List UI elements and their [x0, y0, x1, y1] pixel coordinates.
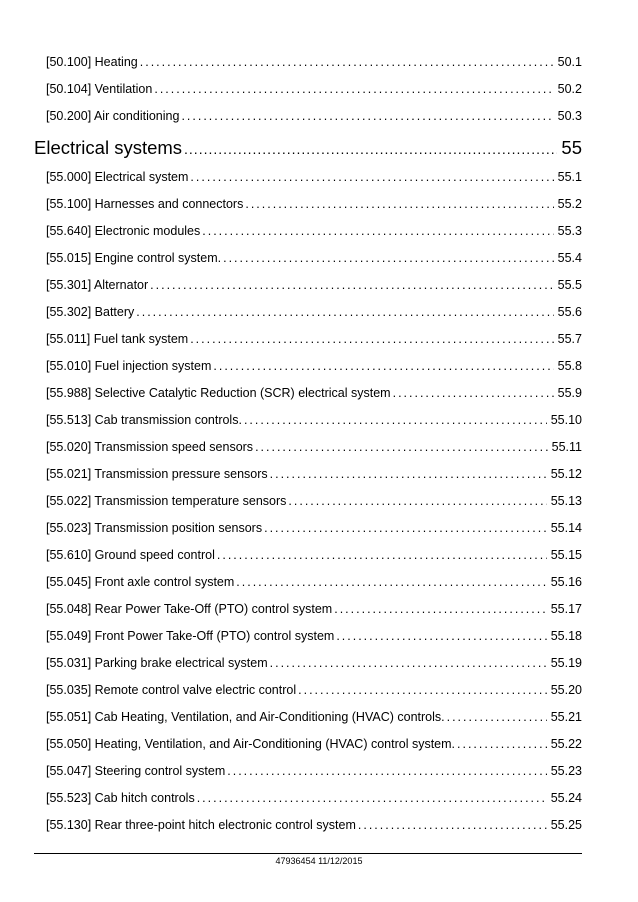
dot-leader — [298, 682, 547, 698]
toc-entry-page: 55.23 — [550, 764, 582, 778]
dot-leader — [227, 763, 546, 779]
toc-entry-label: [55.031] Parking brake electrical system — [46, 656, 268, 670]
dot-leader — [184, 138, 557, 160]
chapter-title: Electrical systems — [34, 137, 183, 158]
dot-leader — [264, 520, 547, 536]
toc-entry[interactable] — [46, 520, 582, 536]
toc-entry[interactable] — [46, 385, 582, 401]
toc-entry[interactable] — [46, 169, 582, 185]
toc-entry-page: 55.1 — [557, 170, 582, 184]
toc-entry-heating[interactable] — [46, 54, 582, 70]
toc-entry-label: [55.035] Remote control valve electric control — [46, 683, 297, 697]
toc-entry-label: [55.011] Fuel tank system — [46, 332, 189, 346]
dot-leader — [202, 223, 553, 239]
toc-entry[interactable] — [46, 736, 582, 752]
footer-divider — [34, 853, 582, 854]
toc-entry-page: 55.17 — [550, 602, 582, 616]
toc-entry-page: 55.4 — [557, 251, 582, 265]
toc-entry-label: [55.010] Fuel injection system — [46, 359, 212, 373]
dot-leader — [270, 655, 547, 671]
dot-leader — [457, 736, 547, 752]
dot-leader — [236, 574, 546, 590]
toc-entry-page: 55.3 — [557, 224, 582, 238]
dot-leader — [244, 412, 547, 428]
toc-entry-label: [55.988] Selective Catalytic Reduction (SCR) electrical system — [46, 386, 391, 400]
toc-entry-label: [50.100] Heating — [46, 55, 138, 69]
dot-leader — [245, 196, 553, 212]
toc-entry-label: [55.513] Cab transmission controls. — [46, 413, 242, 427]
toc-entry[interactable] — [46, 709, 582, 725]
dot-leader — [140, 54, 554, 70]
toc-entry-label: [50.200] Air conditioning — [46, 109, 180, 123]
dot-leader — [270, 466, 547, 482]
toc-entry[interactable] — [46, 304, 582, 320]
toc-entry-page: 55.11 — [551, 440, 582, 454]
dot-leader — [217, 547, 547, 563]
dot-leader — [150, 277, 554, 293]
toc-entry-label: [55.023] Transmission position sensors — [46, 521, 263, 535]
toc-entry-page: 55.5 — [557, 278, 582, 292]
dot-leader — [190, 331, 553, 347]
toc-entry-label: [55.050] Heating, Ventilation, and Air-Conditioning (HVAC) control system. — [46, 737, 456, 751]
toc-chapter-electrical-systems[interactable] — [34, 137, 582, 160]
dot-leader — [213, 358, 553, 374]
dot-leader — [136, 304, 553, 320]
dot-leader — [447, 709, 547, 725]
toc-entry-label: [55.640] Electronic modules — [46, 224, 201, 238]
dot-leader — [358, 817, 547, 833]
toc-entry-page: 55.14 — [550, 521, 582, 535]
toc-entry-label: [55.021] Transmission pressure sensors — [46, 467, 268, 481]
dot-leader — [190, 169, 553, 185]
toc-entry[interactable] — [46, 331, 582, 347]
toc-entry-label: [55.302] Battery — [46, 305, 135, 319]
toc-entry-label: [55.301] Alternator — [46, 278, 149, 292]
toc-entry[interactable] — [46, 655, 582, 671]
toc-entry-page: 55.10 — [550, 413, 582, 427]
toc-entry-label: [50.104] Ventilation — [46, 82, 153, 96]
toc-entry-ventilation[interactable] — [46, 81, 582, 97]
toc-entry-label: [55.000] Electrical system — [46, 170, 189, 184]
toc-entry-label: [55.100] Harnesses and connectors — [46, 197, 244, 211]
toc-entry[interactable] — [46, 763, 582, 779]
toc-entry-page: 55.21 — [550, 710, 582, 724]
toc-entry-page: 55.15 — [550, 548, 582, 562]
toc-entry-label: [55.051] Cab Heating, Ventilation, and Air-Conditioning (HVAC) controls. — [46, 710, 445, 724]
toc-entry[interactable] — [46, 601, 582, 617]
toc-entry-label: [55.045] Front axle control system — [46, 575, 235, 589]
toc-entry[interactable] — [46, 493, 582, 509]
dot-leader — [197, 790, 547, 806]
toc-entry-page: 55.16 — [550, 575, 582, 589]
toc-entry[interactable] — [46, 466, 582, 482]
toc-entry-label: [55.020] Transmission speed sensors — [46, 440, 254, 454]
toc-entry[interactable] — [46, 250, 582, 266]
toc-entry-label: [55.048] Rear Power Take-Off (PTO) control system — [46, 602, 333, 616]
toc-entry-label: [55.610] Ground speed control — [46, 548, 215, 562]
dot-leader — [255, 439, 548, 455]
toc-entry-page: 55.12 — [550, 467, 582, 481]
toc-entry[interactable] — [46, 277, 582, 293]
dot-leader — [334, 601, 546, 617]
toc-entry[interactable] — [46, 412, 582, 428]
toc-entry-label: [55.523] Cab hitch controls — [46, 791, 195, 805]
toc-entry-label: [55.130] Rear three-point hitch electronic control system — [46, 818, 356, 832]
toc-entry[interactable] — [46, 682, 582, 698]
chapter-page: 55 — [561, 137, 582, 158]
toc-entry-page: 50.2 — [557, 82, 582, 96]
toc-entry[interactable] — [46, 223, 582, 239]
toc-entry-label: [55.015] Engine control system. — [46, 251, 222, 265]
toc-entry-page: 55.13 — [550, 494, 582, 508]
dot-leader — [393, 385, 554, 401]
toc-entry-page: 55.6 — [557, 305, 582, 319]
toc-entry[interactable] — [46, 628, 582, 644]
toc-entry-page: 55.24 — [550, 791, 582, 805]
toc-entry-page: 55.9 — [557, 386, 582, 400]
dot-leader — [336, 628, 546, 644]
dot-leader — [181, 108, 553, 124]
toc-entry-label: [55.047] Steering control system — [46, 764, 226, 778]
toc-entry-page: 55.8 — [557, 359, 582, 373]
toc-entry-page: 50.1 — [557, 55, 582, 69]
toc-entry-page: 55.22 — [550, 737, 582, 751]
toc-entry[interactable] — [46, 574, 582, 590]
toc-entry-label: [55.022] Transmission temperature sensors — [46, 494, 287, 508]
toc-entry[interactable] — [46, 439, 582, 455]
footer-doc-number: 47936454 11/12/2015 — [275, 856, 363, 866]
toc-entry-label: [55.049] Front Power Take-Off (PTO) control system — [46, 629, 335, 643]
toc-entry[interactable] — [46, 817, 582, 833]
dot-leader — [154, 81, 553, 97]
toc-entry-page: 50.3 — [557, 109, 582, 123]
toc-entry-page: 55.25 — [550, 818, 582, 832]
toc-entry-page: 55.20 — [550, 683, 582, 697]
toc-entry[interactable] — [46, 196, 582, 212]
toc-entry[interactable] — [46, 358, 582, 374]
dot-leader — [223, 250, 554, 266]
toc-entry-page: 55.2 — [557, 197, 582, 211]
toc-entry-page: 55.7 — [557, 332, 582, 346]
toc-entry-page: 55.18 — [550, 629, 582, 643]
toc-entry[interactable] — [46, 547, 582, 563]
toc-entry-air-conditioning[interactable] — [46, 108, 582, 124]
toc-entry[interactable] — [46, 790, 582, 806]
toc-entry-page: 55.19 — [550, 656, 582, 670]
dot-leader — [288, 493, 546, 509]
